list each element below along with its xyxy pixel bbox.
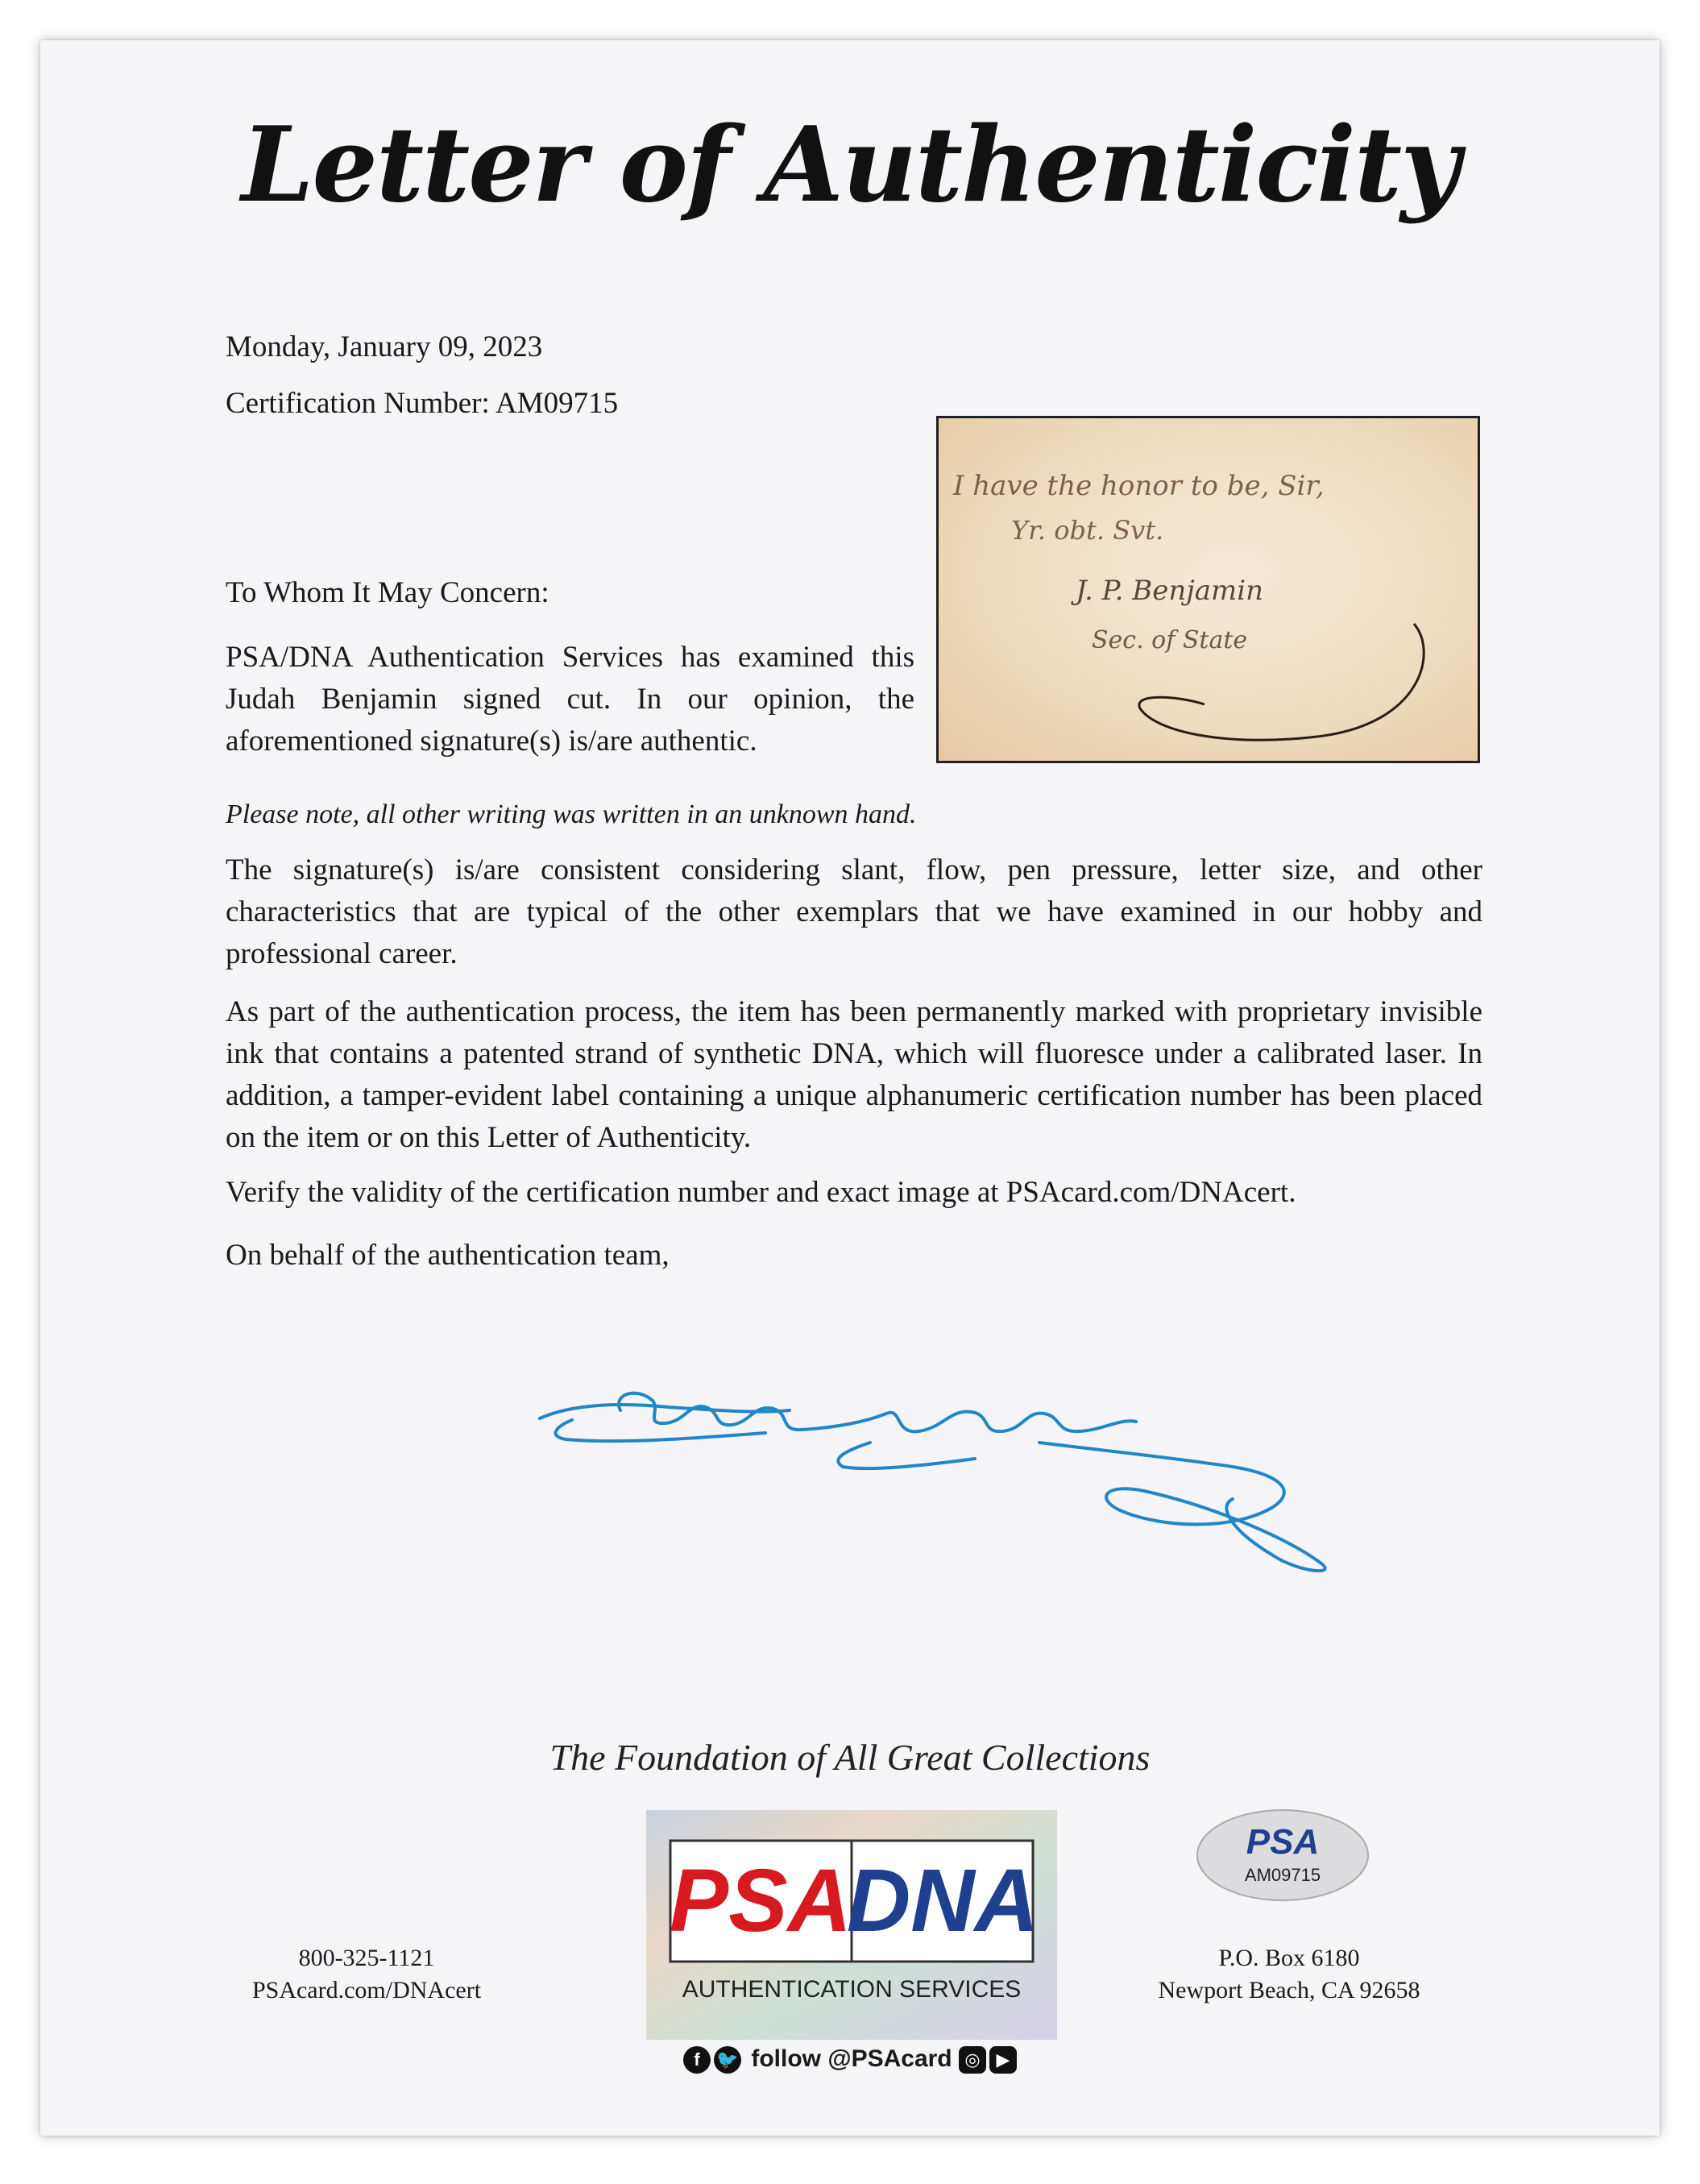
badge-caption: AUTHENTICATION SERVICES bbox=[682, 1976, 1022, 2003]
dna-logo-text: DNA bbox=[846, 1851, 1039, 1950]
twitter-icon[interactable]: 🐦 bbox=[714, 2046, 741, 2074]
youtube-icon[interactable]: ▶ bbox=[989, 2046, 1017, 2074]
contact-block bbox=[246, 1942, 487, 2007]
address-block bbox=[1136, 1942, 1442, 2007]
handwriting-line-1: I have the honor to be, Sir, bbox=[953, 470, 1325, 502]
consistency-paragraph: The signature(s) is/are consistent considering slant, flow, pen pressure, letter size, and other characteristics that are typical of the other exemplars that we have examined in our hobby and professional career. bbox=[226, 853, 1482, 970]
handwriting-line-2: Yr. obt. Svt. bbox=[1011, 515, 1164, 546]
social-follow bbox=[646, 2045, 1057, 2074]
psa-logo-text: PSA bbox=[669, 1851, 852, 1950]
tagline: The Foundation of All Great Collections bbox=[549, 1737, 1151, 1778]
certification-number: Certification Number: AM09715 bbox=[226, 387, 619, 420]
psa-dna-badge bbox=[646, 1810, 1057, 2040]
process-paragraph: As part of the authentication process, the item has been permanently marked with proprietary invisible ink that contains a patented strand of synthetic DNA, which will fluoresce under a calibrated laser. In addition, a tamper-evident label containing a unique alphanumeric certification number has been placed on the item or on this Letter of Authenticity. bbox=[226, 995, 1482, 1154]
letter-date: Monday, January 09, 2023 bbox=[226, 330, 543, 363]
phone-number: 800-325-1121 bbox=[298, 1945, 435, 1971]
website-link[interactable]: PSAcard.com/DNAcert bbox=[251, 1977, 482, 2003]
opinion-paragraph: PSA/DNA Authentication Services has examined this Judah Benjamin signed cut. In our opinion, the aforementioned signature(s) is/are authentic. bbox=[226, 641, 914, 758]
psa-cert-sticker bbox=[1194, 1807, 1371, 1904]
closing-line: On behalf of the authentication team, bbox=[226, 1239, 670, 1272]
handwriting-line-4: Sec. of State bbox=[1092, 626, 1248, 654]
signed-cut-photo bbox=[936, 416, 1480, 763]
verify-paragraph: Verify the validity of the certification number and exact image at PSAcard.com/DNAcert. bbox=[226, 1176, 1296, 1209]
letter-sheet bbox=[40, 40, 1660, 2136]
follow-handle[interactable]: follow @PSAcard bbox=[751, 2045, 952, 2072]
salutation: To Whom It May Concern: bbox=[226, 576, 549, 609]
instagram-icon[interactable]: ◎ bbox=[959, 2046, 986, 2074]
authenticator-signature bbox=[524, 1330, 1410, 1588]
city-state-zip: Newport Beach, CA 92658 bbox=[1158, 1977, 1420, 2003]
unknown-hand-note: Please note, all other writing was written in an unknown hand. bbox=[226, 799, 917, 829]
sticker-logo: PSA bbox=[1246, 1822, 1320, 1862]
letter-title: Letter of Authenticity bbox=[241, 105, 1459, 226]
benjamin-signature: J. P. Benjamin bbox=[1076, 575, 1264, 607]
sticker-cert-number: AM09715 bbox=[1244, 1865, 1321, 1885]
po-box: P.O. Box 6180 bbox=[1218, 1945, 1360, 1971]
facebook-icon[interactable]: f bbox=[683, 2046, 711, 2074]
